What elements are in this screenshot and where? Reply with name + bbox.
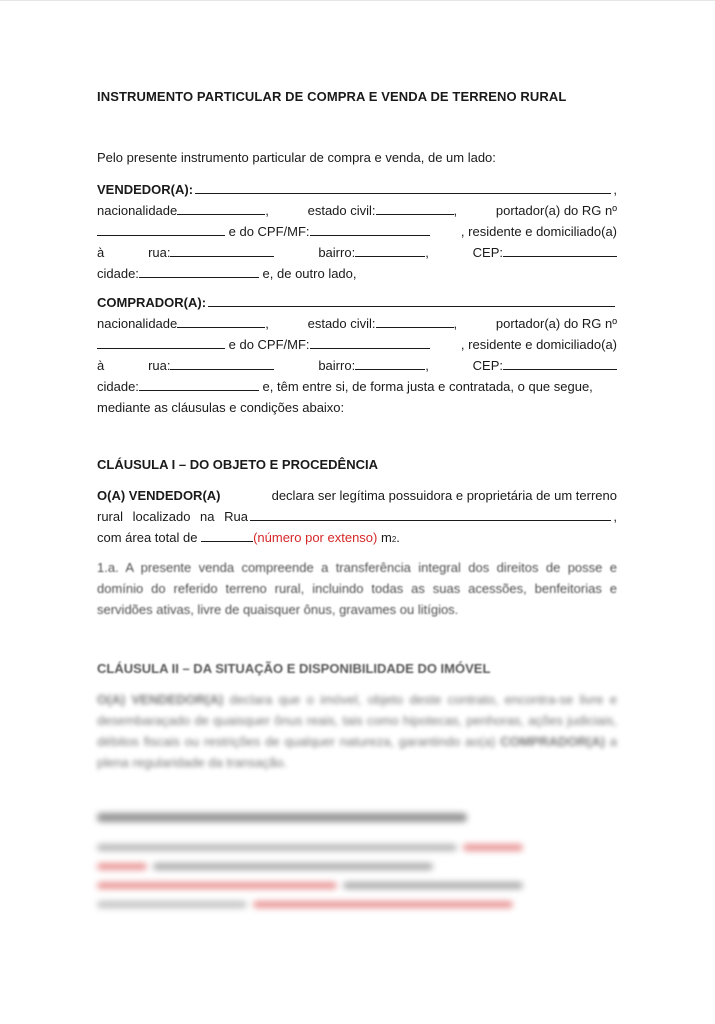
- cep-label: CEP:: [472, 358, 503, 373]
- bairro-blank: [355, 356, 425, 370]
- cep-label: CEP:: [472, 245, 503, 260]
- clausula-1-heading: CLÁUSULA I – DO OBJETO E PROCEDÊNCIA: [97, 457, 378, 472]
- cep-blank: [503, 356, 617, 370]
- residente-label: , residente e domiciliado(a): [460, 337, 617, 352]
- comprador-label: COMPRADOR(A):: [97, 295, 207, 310]
- nacionalidade-label: nacionalidade: [97, 316, 178, 331]
- cidade-tail: e, têm entre si, de forma justa e contratada, o que segue,: [262, 379, 593, 394]
- area-blank: [201, 528, 253, 542]
- cpf-label: e do CPF/MF:: [228, 224, 310, 239]
- vendedor-party: O(A) VENDEDOR(A): [97, 488, 221, 503]
- comprador-address-line: à rua: bairro: , CEP:: [97, 355, 617, 376]
- clausula-1-line3: com área total de (número por extenso) m 2 .: [97, 527, 617, 548]
- rural-location-label: rural localizado na Rua: [97, 509, 248, 524]
- estado-civil-blank: [376, 314, 454, 328]
- bairro-label: bairro:: [318, 358, 356, 373]
- cidade-blank: [139, 264, 259, 278]
- bairro-blank: [355, 243, 425, 257]
- comprador-line: [97, 292, 617, 313]
- clausula-2-text: declara que o imóvel, objeto deste contrato, encontra-se livre e desembaraçado de quaisquer ônus reais, tais como hipotecas, penhoras, ações judiciais, débitos fiscais ou restrições de qualquer natureza, garantindo ao(a): [97, 692, 617, 749]
- comprador-cidade-line: [97, 376, 617, 397]
- area-unit: m: [380, 530, 392, 545]
- clausula-2-paragraph: [97, 689, 617, 773]
- bairro-label: bairro:: [318, 245, 356, 260]
- area-unit-exponent: 2: [391, 535, 397, 544]
- estado-civil-blank: [376, 201, 454, 215]
- vendedor-cpf-line: [97, 221, 617, 242]
- area-extenso-placeholder: (número por extenso): [253, 530, 378, 545]
- cidade-label: cidade:: [97, 266, 139, 281]
- rua-blank: [170, 243, 274, 257]
- clausula-1a-paragraph: 1.a. A presente venda compreende a transferência integral dos direitos de posse e domínio do referido terreno rural, incluindo todas as suas acessões, benfeitorias e servidões ativas, livre de quaisquer ônus, gravames ou litígios.: [97, 560, 617, 617]
- cidade-label: cidade:: [97, 379, 139, 394]
- rua-label: rua:: [148, 245, 171, 260]
- comprador-name-blank: [208, 293, 615, 307]
- portador-label: portador(a) do RG nº: [495, 203, 617, 218]
- nacionalidade-blank: [177, 201, 265, 215]
- nacionalidade-blank: [177, 314, 265, 328]
- clausula-1-body: [97, 485, 617, 548]
- cidade-blank: [139, 377, 259, 391]
- nacionalidade-label: nacionalidade: [97, 203, 178, 218]
- clausula-1-line1: [97, 485, 617, 506]
- vendedor-cidade-line: [97, 263, 617, 284]
- comprador-cpf-line: [97, 334, 617, 355]
- clausula-2-text2: a plena regularidade da transação.: [97, 734, 617, 770]
- blurred-heading-bar: [97, 813, 467, 822]
- vendedor-line: VENDEDOR(A): ,: [97, 179, 617, 200]
- vendedor-label: VENDEDOR(A):: [97, 182, 194, 197]
- cep-blank: [503, 243, 617, 257]
- rua-blank: [170, 356, 274, 370]
- rg-blank: [97, 335, 225, 349]
- comprador-section: [97, 292, 617, 418]
- blurred-clausula-3: [97, 813, 617, 908]
- vendedor-name-blank: [195, 180, 611, 194]
- area-label: com área total de: [97, 530, 198, 545]
- estado-civil-label: estado civil:: [307, 203, 376, 218]
- cpf-blank: [310, 335, 430, 349]
- vendedor-party: O(A) VENDEDOR(A): [97, 692, 224, 707]
- vendedor-section: [97, 179, 617, 284]
- cpf-label: e do CPF/MF:: [228, 337, 310, 352]
- a-label: à: [97, 358, 105, 373]
- comprador-closing-line: mediante as cláusulas e condições abaixo:: [97, 400, 345, 415]
- rg-blank: [97, 222, 225, 236]
- clausula-2-heading: CLÁUSULA II – DA SITUAÇÃO E DISPONIBILIDADE DO IMÓVEL: [97, 661, 491, 676]
- residente-label: , residente e domiciliado(a): [460, 224, 617, 239]
- vendedor-nacionalidade-line: nacionalidade , estado civil: , portador(a) do RG nº: [97, 200, 617, 221]
- comprador-party: COMPRADOR(A): [500, 734, 605, 749]
- comprador-nacionalidade-line: nacionalidade , estado civil: , portador(a) do RG nº: [97, 313, 617, 334]
- rua-label: rua:: [148, 358, 171, 373]
- clausula-1-line2: rural localizado na Rua ,: [97, 506, 617, 527]
- estado-civil-label: estado civil:: [307, 316, 376, 331]
- clausula-1-text1: declara ser legítima possuidora e proprietária de um terreno: [271, 488, 617, 503]
- vendedor-address-line: à rua: bairro: , CEP:: [97, 242, 617, 263]
- portador-label: portador(a) do RG nº: [495, 316, 617, 331]
- cpf-blank: [310, 222, 430, 236]
- rua-blank: [250, 507, 611, 521]
- a-label: à: [97, 245, 105, 260]
- document-title: INSTRUMENTO PARTICULAR DE COMPRA E VENDA DE TERRENO RURAL: [97, 89, 567, 104]
- cidade-tail: e, de outro lado,: [262, 266, 357, 281]
- intro-paragraph: Pelo presente instrumento particular de compra e venda, de um lado:: [97, 150, 496, 165]
